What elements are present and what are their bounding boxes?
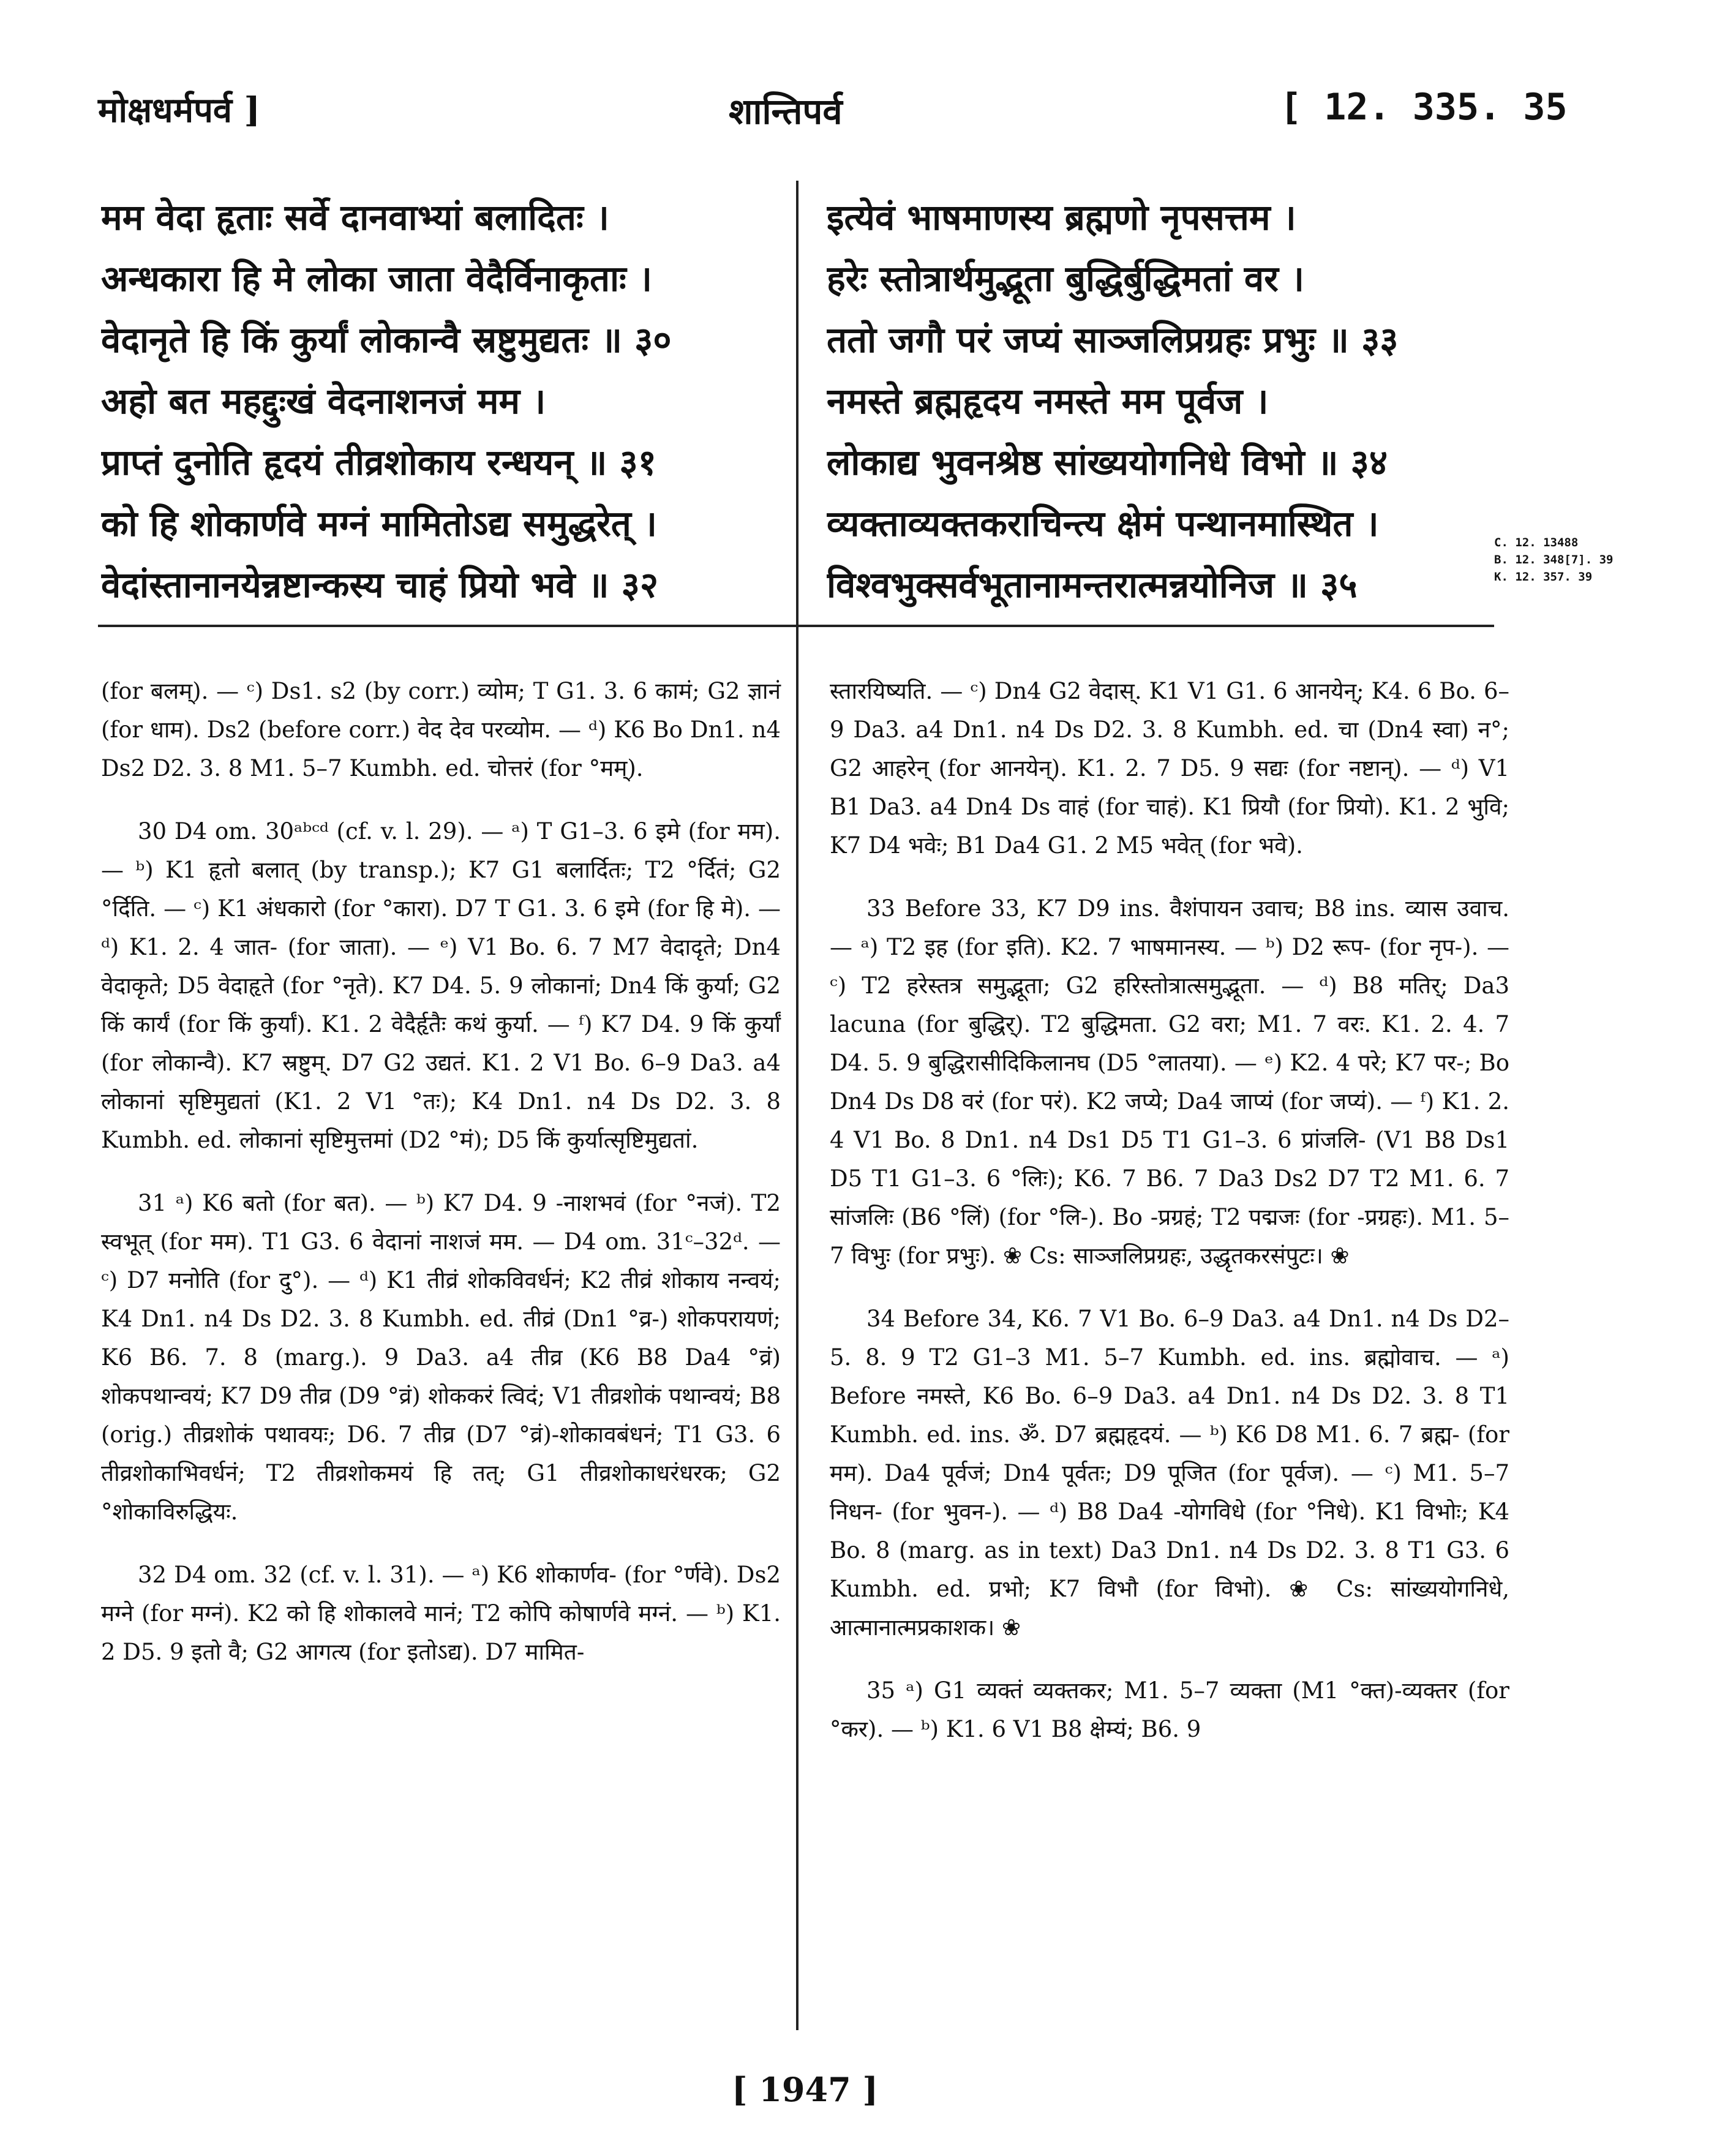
page-number: [ 1947 ]	[732, 2070, 878, 2109]
verse-line: इत्येवं भाषमाणस्य ब्रह्मणो नृपसत्तम ।	[827, 197, 1296, 238]
verse-line: व्यक्ताव्यक्तकराचिन्त्य क्षेमं पन्थानमास्थित ।	[827, 503, 1379, 544]
concordance-line: B. 12. 348[7]. 39	[1494, 553, 1614, 566]
verse-line: ततो जगौ परं जप्यं साञ्जलिप्रग्रहः प्रभुः ॥ ३३	[827, 319, 1399, 361]
verse-line: को हि शोकार्णवे मग्नं मामितोऽद्य समुद्धरेत् ।	[101, 503, 658, 544]
note-paragraph: 31 ᵃ) K6 बतो (for बत). — ᵇ) K7 D4. 9 -नाशभवं (for °नजं). T2 स्वभूत् (for मम). T1 G3. 6 वेदानां नाशजं मम. — D4 om. 31ᶜ–32ᵈ. — ᶜ) D7 मनोति (for दु°). — ᵈ) K1 तीव्रं शोकविवर्धनं; K2 तीव्रं शोकाय नन्वयं; K4 Dn1. n4 Ds D2. 3. 8 Kumbh. ed. तीव्रं (Dn1 °व्र-) शोकपरायणं; K6 B6. 7. 8 (marg.). 9 Da3. a4 तीव्र (K6 B8 Da4 °व्रं) शोकपथान्वयं; K7 D9 तीव्र (D9 °व्रं) शोककरं त्विदं; V1 तीव्रशोकं पथान्वयं; B8 (orig.) तीव्रशोकं पथावयः; D6. 7 तीव्र (D7 °व्रं)-शोकावबंधनं; T1 G3. 6 तीव्रशोकाभिवर्धनं; T2 तीव्रशोकमयं हि तत्; G1 तीव्रशोकाधरंधरक; G2 °शोकाविरुद्धियः.	[101, 1190, 781, 1525]
note-paragraph: स्तारयिष्यति. — ᶜ) Dn4 G2 वेदास्. K1 V1 G1. 6 आनयेन्; K4. 6 Bo. 6–9 Da3. a4 Dn1. n4 Ds D2. 3. 8 Kumbh. ed. चा (Dn4 स्वा) न°; G2 आहरेन् (for आनयेन्). K1. 2. 7 D5. 9 सद्यः (for नष्टान्). — ᵈ) V1 B1 Da3. a4 Dn4 Ds वाहं (for चाहं). K1 प्रियौ (for प्रियो). K1. 2 भुवि; K7 D4 भवेः; B1 Da4 G1. 2 M5 भवेत् (for भवे).	[830, 678, 1509, 859]
critical-notes-right	[830, 649, 1509, 1773]
verse-line: प्राप्तं दुनोति हृदयं तीव्रशोकाय रन्धयन् ॥ ३१	[101, 442, 656, 483]
note-paragraph: 34 Before 34, K6. 7 V1 Bo. 6–9 Da3. a4 Dn1. n4 Ds D2–5. 8. 9 T2 G1–3 M1. 5–7 Kumbh. ed. ins. ब्रह्मोवाच. — ᵃ) Before नमस्ते, K6 Bo. 6–9 Da3. a4 Dn1. n4 Ds D2. 3. 8 T1 Kumbh. ed. ins. ॐ. D7 ब्रह्महृदयं. — ᵇ) K6 D8 M1. 6. 7 ब्रह्म- (for मम). Da4 पूर्वजं; Dn4 पूर्वतः; D9 पूजित (for पूर्वज). — ᶜ) M1. 5–7 निधन- (for भुवन-). — ᵈ) B8 Da4 -योगविधे (for °निधे). K1 विभोः; K4 Bo. 8 (marg. as in text) Da3 Dn1. n4 Ds D2. 3. 8 T1 G3. 6 Kumbh. ed. प्रभो; K7 विभौ (for विभो). ❀ Cs: सांख्ययोगनिधे, आत्मानात्मप्रकाशक। ❀	[830, 1306, 1509, 1641]
critical-notes-left	[101, 649, 781, 1696]
verse-line: मम वेदा हृताः सर्वे दानवाभ्यां बलादितः ।	[101, 197, 609, 238]
note-paragraph: 32 D4 om. 32 (cf. v. l. 31). — ᵃ) K6 शोकार्णव- (for °र्णवे). Ds2 मग्ने (for मग्नं). K2 को हि शोकालवे मानं; T2 कोपि कोषार्णवे मग्नं. — ᵇ) K1. 2 D5. 9 इतो वै; G2 आगत्य (for इतोऽद्य). D7 मामित-	[101, 1562, 781, 1665]
verse-line: वेदांस्तानानयेन्नष्टान्कस्य चाहं प्रियो भवे ॥ ३२	[101, 564, 659, 606]
verse-line: विश्वभुक्सर्वभूतानामन्तरात्मन्नयोनिज ॥ ३५	[827, 564, 1358, 606]
verse-line: अन्धकारा हि मे लोका जाता वेदैर्विनाकृताः ।	[101, 258, 652, 299]
note-paragraph: 33 Before 33, K7 D9 ins. वैशंपायन उवाच; B8 ins. व्यास उवाच. — ᵃ) T2 इह (for इति). K2. 7 भाषमानस्य. — ᵇ) D2 रूप- (for नृप-). — ᶜ) T2 हरेस्तत्र समुद्भूता; G2 हरिस्तोत्रात्समुद्भूता. — ᵈ) B8 मतिर्; Da3 lacuna (for बुद्धिर्). T2 बुद्धिमता. G2 वरा; M1. 7 वरः. K1. 2. 4. 7 D4. 5. 9 बुद्धिरासीदिकिलानघ (D5 °लातया). — ᵉ) K2. 4 परे; K7 पर-; Bo Dn4 Ds D8 वरं (for परं). K2 जप्ये; Da4 जाप्यं (for जप्यं). — ᶠ) K1. 2. 4 V1 Bo. 8 Dn1. n4 Ds1 D5 T1 G1–3. 6 प्रांजलि- (V1 B8 Ds1 D5 T1 G1–3. 6 °लिः); K6. 7 B6. 7 Da3 Ds2 D7 T2 M1. 6. 7 सांजलिः (B6 °लिं) (for °लि-). Bo -प्रग्रहं; T2 पद्मजः (for -प्रग्रहः). M1. 5–7 विभुः (for प्रभुः). ❀ Cs: साञ्जलिप्रग्रहः, उद्धृतकरसंपुटः। ❀	[830, 895, 1509, 1269]
verse-line: लोकाद्य भुवनश्रेष्ठ सांख्ययोगनिधे विभो ॥ ३४	[827, 442, 1388, 483]
note-paragraph: (for बलम्). — ᶜ) Ds1. s2 (by corr.) व्योम; T G1. 3. 6 कामं; G2 ज्ञानं (for धाम). Ds2 (before corr.) वेद देव परव्योम. — ᵈ) K6 Bo Dn1. n4 Ds2 D2. 3. 8 M1. 5–7 Kumbh. ed. चोत्तरं (for °मम्).	[101, 678, 781, 781]
concordance-line: K. 12. 357. 39	[1494, 570, 1593, 584]
verse-line: हरेः स्तोत्रार्थमुद्भूता बुद्धिर्बुद्धिमतां वर ।	[827, 258, 1304, 299]
verse-line: नमस्ते ब्रह्महृदय नमस्ते मम पूर्वज ।	[827, 380, 1269, 422]
note-paragraph: 35 ᵃ) G1 व्यक्तं व्यक्तकर; M1. 5–7 व्यक्ता (M1 °क्त)-व्यक्तर (for °कर). — ᵇ) K1. 6 V1 B8 क्षेम्यं; B6. 9	[830, 1677, 1509, 1742]
concordance-line: C. 12. 13488	[1494, 536, 1579, 549]
verse-column-right	[827, 187, 1512, 615]
verse-column-left	[101, 187, 787, 615]
running-head-title: शान्तिपर्व	[729, 91, 843, 132]
verse-notes-separator	[98, 625, 1494, 627]
note-paragraph: 30 D4 om. 30ᵃᵇᶜᵈ (cf. v. l. 29). — ᵃ) T G1–3. 6 इमे (for मम). — ᵇ) K1 हृतो बलात् (by transp.); K7 G1 बलार्दितः; T2 °र्दितं; G2 °र्दिति. — ᶜ) K1 अंधकारो (for °कारा). D7 T G1. 3. 6 इमे (for हि मे). — ᵈ) K1. 2. 4 जात- (for जाता). — ᵉ) V1 Bo. 6. 7 M7 वेदादृते; Dn4 वेदाकृते; D5 वेदाहृते (for °नृते). K7 D4. 5. 9 लोकानां; Dn4 किं कुर्या; G2 किं कार्यं (for किं कुर्यां). K1. 2 वेदैर्हृतैः कथं कुर्या. — ᶠ) K7 D4. 9 किं कुर्यां (for लोकान्वै). K7 स्रष्टुम्. D7 G2 उद्यतं. K1. 2 V1 Bo. 6–9 Da3. a4 लोकानां सृष्टिमुद्यतां (K1. 2 V1 °तः); K4 Dn1. n4 Ds D2. 3. 8 Kumbh. ed. लोकानां सृष्टिमुत्तमां (D2 °मं); D5 किं कुर्यात्सृष्टिमुद्यतां.	[101, 818, 781, 1153]
concordance-references	[1494, 534, 1727, 585]
verse-line: वेदानृते हि किं कुर्यां लोकान्वै स्रष्टुमुद्यतः ॥ ३०	[101, 319, 672, 361]
running-head-left: मोक्षधर्मपर्व ]	[98, 90, 261, 130]
column-divider	[796, 181, 798, 2030]
verse-line: अहो बत महद्दुःखं वेदनाशनजं मम ।	[101, 380, 546, 422]
running-head-reference: [ 12. 335. 35	[1280, 86, 1568, 129]
